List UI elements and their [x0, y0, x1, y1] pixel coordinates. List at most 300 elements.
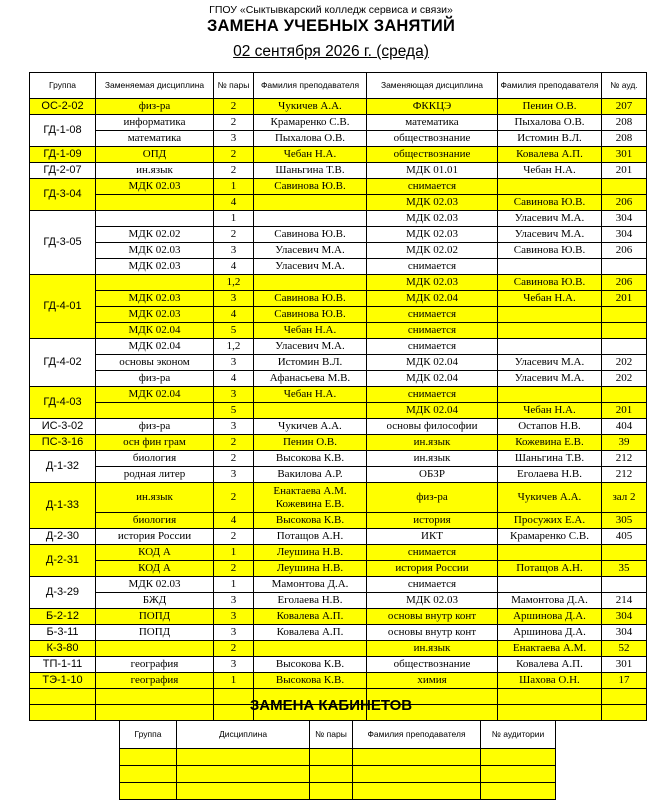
replaced-subject-cell: физ-ра — [96, 419, 214, 435]
replaced-subject-cell — [96, 641, 214, 657]
replacing-teacher-cell: Кожевина Е.В. — [498, 435, 602, 451]
replaced-subject-cell — [96, 195, 214, 211]
room-cell: 206 — [602, 275, 647, 291]
teacher-cell: Чукичев А.А. — [254, 99, 367, 115]
replacing-teacher-cell: Уласевич М.А. — [498, 371, 602, 387]
replacing-subject-cell: ин.язык — [367, 451, 498, 467]
period-cell: 3 — [214, 243, 254, 259]
table-row — [30, 195, 647, 211]
replaced-subject-cell: МДК 02.03 — [96, 291, 214, 307]
replacing-subject-cell: снимается — [367, 339, 498, 355]
teacher-cell: Ковалева А.П. — [254, 609, 367, 625]
replacing-teacher-cell: Шахова О.Н. — [498, 673, 602, 689]
period-cell: 2 — [214, 163, 254, 179]
period-cell: 1 — [214, 211, 254, 227]
replaced-subject-cell: география — [96, 673, 214, 689]
teacher-cell: Потащов А.Н. — [254, 529, 367, 545]
group-cell: Д-3-29 — [30, 577, 96, 609]
replacing-teacher-cell: Чебан Н.А. — [498, 163, 602, 179]
replacing-teacher-cell: Истомин В.Л. — [498, 131, 602, 147]
room-cell: 305 — [602, 513, 647, 529]
group-cell: ТП-1-11 — [30, 657, 96, 673]
period-cell: 3 — [214, 467, 254, 483]
teacher-cell: Пыхалова О.В. — [254, 131, 367, 147]
group-cell: К-3-80 — [30, 641, 96, 657]
room-cell: 207 — [602, 99, 647, 115]
replacing-subject-cell: МДК 02.04 — [367, 371, 498, 387]
room-cell: 208 — [602, 115, 647, 131]
replacing-subject-cell: снимается — [367, 179, 498, 195]
room-cell: 201 — [602, 163, 647, 179]
page-title: ЗАМЕНА УЧЕБНЫХ ЗАНЯТИЙ — [206, 17, 456, 35]
replacing-subject-cell: физ-ра — [367, 483, 498, 513]
replaced-subject-cell: биология — [96, 513, 214, 529]
table-row — [30, 387, 647, 403]
replacing-subject-cell: снимается — [367, 259, 498, 275]
rooms-title: ЗАМЕНА КАБИНЕТОВ — [249, 697, 413, 714]
teacher-cell: Еголаева Н.В. — [254, 593, 367, 609]
rooms-col-period: № пары — [310, 721, 353, 749]
room-cell: 17 — [602, 673, 647, 689]
teacher-cell: Чебан Н.А. — [254, 387, 367, 403]
teacher-cell: Уласевич М.А. — [254, 243, 367, 259]
group-cell: ПС-3-16 — [30, 435, 96, 451]
replaced-subject-cell: МДК 02.03 — [96, 179, 214, 195]
replacement-table — [29, 72, 647, 721]
group-cell: ТЭ-1-10 — [30, 673, 96, 689]
teacher-cell: Уласевич М.А. — [254, 339, 367, 355]
room-cell — [602, 387, 647, 403]
replaced-subject-cell: математика — [96, 131, 214, 147]
table-row — [30, 163, 647, 179]
rooms-cell — [310, 783, 353, 800]
replacing-subject-cell: снимается — [367, 323, 498, 339]
replacing-teacher-cell — [498, 179, 602, 195]
table-row — [30, 435, 647, 451]
table-header — [30, 73, 647, 99]
replacing-teacher-cell — [498, 259, 602, 275]
replaced-subject-cell: ОПД — [96, 147, 214, 163]
period-cell: 1,2 — [214, 275, 254, 291]
room-cell: зал 2 — [602, 483, 647, 513]
period-cell: 2 — [214, 483, 254, 513]
room-cell: 214 — [602, 593, 647, 609]
col-group: Группа — [30, 73, 96, 99]
rooms-cell — [177, 783, 310, 800]
period-cell: 3 — [214, 609, 254, 625]
replacing-teacher-cell — [498, 323, 602, 339]
room-cell — [602, 179, 647, 195]
group-cell: ГД-1-09 — [30, 147, 96, 163]
table-row — [30, 243, 647, 259]
table-row — [30, 545, 647, 561]
period-cell: 3 — [214, 593, 254, 609]
replacing-teacher-cell: Ковалева А.П. — [498, 147, 602, 163]
table-row — [30, 403, 647, 419]
group-cell: ГД-2-07 — [30, 163, 96, 179]
table-row — [30, 625, 647, 641]
teacher-cell: Ковалева А.П. — [254, 625, 367, 641]
period-cell: 2 — [214, 147, 254, 163]
period-cell: 3 — [214, 657, 254, 673]
rooms-row — [120, 783, 556, 800]
period-cell: 2 — [214, 99, 254, 115]
teacher-cell — [254, 275, 367, 291]
table-row — [30, 211, 647, 227]
replacing-subject-cell: основы внутр конт — [367, 625, 498, 641]
rooms-cell — [353, 766, 481, 783]
replacing-teacher-cell — [498, 339, 602, 355]
replaced-subject-cell: МДК 02.03 — [96, 307, 214, 323]
teacher-name: Кожевина Е.В. — [275, 497, 345, 510]
rooms-cell — [353, 783, 481, 800]
rooms-cell — [353, 749, 481, 766]
rooms-col-room: № аудитории — [481, 721, 556, 749]
replacing-teacher-cell: Пыхалова О.В. — [498, 115, 602, 131]
replacing-subject-cell: МДК 02.03 — [367, 211, 498, 227]
group-cell: Д-2-30 — [30, 529, 96, 545]
period-cell: 2 — [214, 561, 254, 577]
room-cell: 304 — [602, 609, 647, 625]
table-row — [30, 641, 647, 657]
period-cell: 4 — [214, 371, 254, 387]
table-row — [30, 115, 647, 131]
replacing-teacher-cell: Аршинова Д.А. — [498, 609, 602, 625]
period-cell: 3 — [214, 625, 254, 641]
table-row — [30, 179, 647, 195]
replacing-subject-cell: ФККЦЭ — [367, 99, 498, 115]
replaced-subject-cell: МДК 02.02 — [96, 227, 214, 243]
room-cell: 304 — [602, 625, 647, 641]
replacing-subject-cell: история — [367, 513, 498, 529]
replaced-subject-cell: ПОПД — [96, 609, 214, 625]
table-row — [30, 371, 647, 387]
group-cell: ГД-4-02 — [30, 339, 96, 387]
room-cell: 304 — [602, 227, 647, 243]
group-cell: Б-2-12 — [30, 609, 96, 625]
teacher-cell: Уласевич М.А. — [254, 259, 367, 275]
replacing-subject-cell: МДК 02.04 — [367, 355, 498, 371]
replaced-subject-cell: МДК 02.03 — [96, 259, 214, 275]
teacher-cell: Леушина Н.В. — [254, 545, 367, 561]
replaced-subject-cell: ин.язык — [96, 163, 214, 179]
period-cell: 2 — [214, 641, 254, 657]
replacing-teacher-cell: Потащов А.Н. — [498, 561, 602, 577]
teacher-cell — [254, 483, 367, 513]
room-cell: 212 — [602, 451, 647, 467]
period-cell: 5 — [214, 323, 254, 339]
replacing-subject-cell: МДК 02.04 — [367, 291, 498, 307]
replaced-subject-cell — [96, 275, 214, 291]
replaced-subject-cell — [96, 403, 214, 419]
replaced-subject-cell: осн фин грам — [96, 435, 214, 451]
replaced-subject-cell: история России — [96, 529, 214, 545]
replacing-subject-cell: основы философии — [367, 419, 498, 435]
room-cell — [602, 307, 647, 323]
period-cell: 1 — [214, 673, 254, 689]
teacher-cell: Высокова К.В. — [254, 513, 367, 529]
table-row — [30, 291, 647, 307]
col-room: № ауд. — [602, 73, 647, 99]
replacing-subject-cell: МДК 02.03 — [367, 593, 498, 609]
replacing-subject-cell: история России — [367, 561, 498, 577]
replacing-teacher-cell — [498, 577, 602, 593]
teacher-cell: Чебан Н.А. — [254, 323, 367, 339]
col-replaced-subject: Заменяемая дисциплина — [96, 73, 214, 99]
replacing-teacher-cell: Уласевич М.А. — [498, 227, 602, 243]
col-period: № пары — [214, 73, 254, 99]
replacing-subject-cell: МДК 01.01 — [367, 163, 498, 179]
teacher-cell: Шаньгина Т.В. — [254, 163, 367, 179]
table-row — [30, 451, 647, 467]
teacher-cell: Чебан Н.А. — [254, 147, 367, 163]
replacing-subject-cell: снимается — [367, 577, 498, 593]
replacing-subject-cell: обществознание — [367, 147, 498, 163]
replacing-subject-cell: снимается — [367, 307, 498, 323]
teacher-cell: Высокова К.В. — [254, 657, 367, 673]
group-cell: Б-3-11 — [30, 625, 96, 641]
period-cell: 2 — [214, 529, 254, 545]
table-row — [30, 339, 647, 355]
replacing-teacher-cell: Чукичев А.А. — [498, 483, 602, 513]
period-cell: 1 — [214, 577, 254, 593]
room-cell: 39 — [602, 435, 647, 451]
period-cell: 1 — [214, 545, 254, 561]
teacher-cell: Савинова Ю.В. — [254, 179, 367, 195]
period-cell: 3 — [214, 355, 254, 371]
table-row — [30, 355, 647, 371]
room-cell: 201 — [602, 291, 647, 307]
teacher-cell: Савинова Ю.В. — [254, 307, 367, 323]
replaced-subject-cell: БЖД — [96, 593, 214, 609]
replacing-teacher-cell — [498, 307, 602, 323]
teacher-name: Енактаева А.М. — [273, 484, 347, 497]
replacing-teacher-cell: Уласевич М.А. — [498, 355, 602, 371]
replaced-subject-cell: МДК 02.03 — [96, 243, 214, 259]
rooms-row — [120, 766, 556, 783]
replacing-teacher-cell: Чебан Н.А. — [498, 291, 602, 307]
replaced-subject-cell: основы эконом — [96, 355, 214, 371]
teacher-cell: Высокова К.В. — [254, 451, 367, 467]
teacher-cell: Пенин О.В. — [254, 435, 367, 451]
teacher-cell: Крамаренко С.В. — [254, 115, 367, 131]
replacing-teacher-cell: Савинова Ю.В. — [498, 243, 602, 259]
replaced-subject-cell: КОД А — [96, 545, 214, 561]
replacing-teacher-cell — [498, 387, 602, 403]
replaced-subject-cell: МДК 02.04 — [96, 323, 214, 339]
teacher-cell — [254, 403, 367, 419]
teacher-cell: Мамонтова Д.А. — [254, 577, 367, 593]
room-cell: 405 — [602, 529, 647, 545]
group-cell: Д-2-31 — [30, 545, 96, 577]
period-cell: 4 — [214, 259, 254, 275]
replacing-teacher-cell: Крамаренко С.В. — [498, 529, 602, 545]
replacing-subject-cell: ин.язык — [367, 435, 498, 451]
room-cell: 202 — [602, 355, 647, 371]
replacing-subject-cell: МДК 02.03 — [367, 275, 498, 291]
room-cell: 208 — [602, 131, 647, 147]
table-row — [30, 275, 647, 291]
group-cell: ОС-2-02 — [30, 99, 96, 115]
rooms-cell — [481, 749, 556, 766]
rooms-cell — [120, 783, 177, 800]
replacing-teacher-cell: Савинова Ю.В. — [498, 275, 602, 291]
table-row — [30, 147, 647, 163]
period-cell: 3 — [214, 419, 254, 435]
replacing-teacher-cell: Мамонтова Д.А. — [498, 593, 602, 609]
period-cell: 3 — [214, 131, 254, 147]
teacher-cell: Афанасьева М.В. — [254, 371, 367, 387]
rooms-cell — [481, 783, 556, 800]
replaced-subject-cell: родная литер — [96, 467, 214, 483]
replaced-subject-cell: физ-ра — [96, 371, 214, 387]
room-cell: 202 — [602, 371, 647, 387]
replaced-subject-cell: биология — [96, 451, 214, 467]
replacing-subject-cell: снимается — [367, 387, 498, 403]
table-row — [30, 419, 647, 435]
replacing-teacher-cell: Ковалева А.П. — [498, 657, 602, 673]
replacing-subject-cell: ОБЗР — [367, 467, 498, 483]
replacing-subject-cell: основы внутр конт — [367, 609, 498, 625]
period-cell: 3 — [214, 387, 254, 403]
table-row — [30, 513, 647, 529]
table-row — [30, 483, 647, 513]
replacing-teacher-cell: Шаньгина Т.В. — [498, 451, 602, 467]
teacher-cell: Леушина Н.В. — [254, 561, 367, 577]
period-cell: 4 — [214, 195, 254, 211]
table-row — [30, 609, 647, 625]
table-row — [30, 657, 647, 673]
period-cell: 4 — [214, 307, 254, 323]
replacing-subject-cell: ин.язык — [367, 641, 498, 657]
room-cell: 206 — [602, 243, 647, 259]
teacher-cell: Вакилова А.Р. — [254, 467, 367, 483]
teacher-cell — [254, 211, 367, 227]
replacing-subject-cell: МДК 02.02 — [367, 243, 498, 259]
teacher-cell: Савинова Ю.В. — [254, 227, 367, 243]
group-cell: ГД-4-03 — [30, 387, 96, 419]
table-row — [30, 307, 647, 323]
rooms-col-group: Группа — [120, 721, 177, 749]
replacing-subject-cell: МДК 02.04 — [367, 403, 498, 419]
replacing-subject-cell: ИКТ — [367, 529, 498, 545]
replacing-teacher-cell: Чебан Н.А. — [498, 403, 602, 419]
period-cell: 4 — [214, 513, 254, 529]
table-row — [30, 467, 647, 483]
replacing-subject-cell: обществознание — [367, 131, 498, 147]
teacher-cell: Высокова К.В. — [254, 673, 367, 689]
room-cell: 301 — [602, 657, 647, 673]
rooms-cell — [177, 766, 310, 783]
replacing-teacher-cell: Уласевич М.А. — [498, 211, 602, 227]
period-cell: 2 — [214, 115, 254, 131]
replaced-subject-cell: ин.язык — [96, 483, 214, 513]
col-replacing-subject: Заменяющая дисциплина — [367, 73, 498, 99]
rooms-cell — [177, 749, 310, 766]
rooms-col-teacher: Фамилия преподавателя — [353, 721, 481, 749]
replaced-subject-cell: география — [96, 657, 214, 673]
group-cell: ГД-1-08 — [30, 115, 96, 147]
table-row — [30, 227, 647, 243]
group-cell: ИС-3-02 — [30, 419, 96, 435]
room-cell: 212 — [602, 467, 647, 483]
replacing-teacher-cell: Еголаева Н.В. — [498, 467, 602, 483]
teacher-cell — [254, 641, 367, 657]
room-cell — [602, 339, 647, 355]
period-cell: 1,2 — [214, 339, 254, 355]
teacher-cell — [254, 195, 367, 211]
room-cell — [602, 323, 647, 339]
replaced-subject-cell: КОД А — [96, 561, 214, 577]
col-replacing-teacher: Фамилия преподавателя — [498, 73, 602, 99]
group-cell: ГД-3-05 — [30, 211, 96, 275]
period-cell: 2 — [214, 451, 254, 467]
table-row — [30, 577, 647, 593]
group-cell: Д-1-32 — [30, 451, 96, 483]
rooms-cell — [120, 749, 177, 766]
replacing-teacher-cell: Остапов Н.В. — [498, 419, 602, 435]
rooms-cell — [481, 766, 556, 783]
room-cell: 35 — [602, 561, 647, 577]
room-cell: 201 — [602, 403, 647, 419]
replaced-subject-cell: МДК 02.04 — [96, 339, 214, 355]
period-cell: 1 — [214, 179, 254, 195]
replacing-teacher-cell — [498, 545, 602, 561]
table-row — [30, 673, 647, 689]
replacing-subject-cell: химия — [367, 673, 498, 689]
table-row — [30, 131, 647, 147]
room-cell — [602, 577, 647, 593]
period-cell: 3 — [214, 291, 254, 307]
col-teacher: Фамилия преподавателя — [254, 73, 367, 99]
replaced-subject-cell — [96, 211, 214, 227]
rooms-cell — [310, 749, 353, 766]
replacing-teacher-cell: Савинова Ю.В. — [498, 195, 602, 211]
room-cell: 52 — [602, 641, 647, 657]
replaced-subject-cell: МДК 02.04 — [96, 387, 214, 403]
room-cell: 301 — [602, 147, 647, 163]
period-cell: 2 — [214, 227, 254, 243]
period-cell: 2 — [214, 435, 254, 451]
rooms-table — [119, 720, 556, 800]
replaced-subject-cell: МДК 02.03 — [96, 577, 214, 593]
room-cell — [602, 545, 647, 561]
room-cell: 304 — [602, 211, 647, 227]
room-cell — [602, 259, 647, 275]
replacing-teacher-cell: Просужих Е.А. — [498, 513, 602, 529]
rooms-cell — [310, 766, 353, 783]
rooms-cell — [120, 766, 177, 783]
rooms-header — [120, 721, 556, 749]
replacing-teacher-cell: Енактаева А.М. — [498, 641, 602, 657]
table-row — [30, 323, 647, 339]
replaced-subject-cell: информатика — [96, 115, 214, 131]
replaced-subject-cell: ПОПД — [96, 625, 214, 641]
replacing-subject-cell: МДК 02.03 — [367, 227, 498, 243]
teacher-cell: Чукичев А.А. — [254, 419, 367, 435]
replacing-subject-cell: обществознание — [367, 657, 498, 673]
organization-name: ГПОУ «Сыктывкарский колледж сервиса и связи» — [209, 4, 453, 16]
rooms-col-subject: Дисциплина — [177, 721, 310, 749]
replacing-teacher-cell: Аршинова Д.А. — [498, 625, 602, 641]
period-cell: 5 — [214, 403, 254, 419]
rooms-row — [120, 749, 556, 766]
table-row — [30, 529, 647, 545]
table-row — [30, 561, 647, 577]
replaced-subject-cell: физ-ра — [96, 99, 214, 115]
room-cell: 404 — [602, 419, 647, 435]
teacher-cell: Истомин В.Л. — [254, 355, 367, 371]
